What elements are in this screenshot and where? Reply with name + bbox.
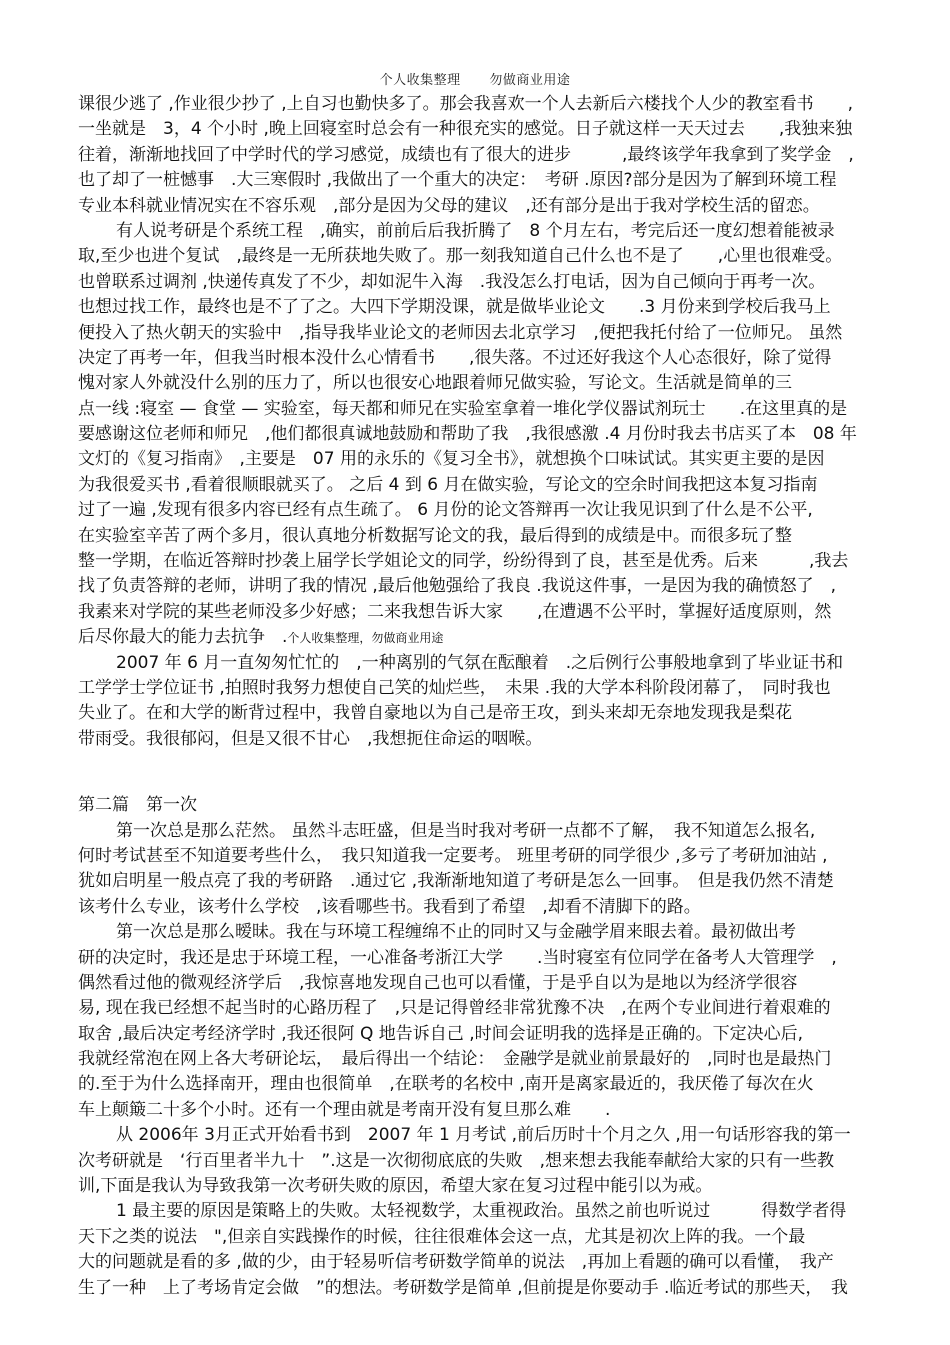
- text-line: 训,下面是我认为导致我第一次考研失败的原因，希望大家在复习过程中能引以为戒。: [78, 1176, 713, 1197]
- text-line: 也曾联系过调剂 ,快递传真发了不少，却如泥牛入海 .我没怎么打电话，因为自己倾向于再考一次。: [78, 271, 826, 292]
- text-line: 文灯的《复习指南》 ,主要是 07 用的永乐的《复习全书》，就想换个口味试试。其实更主要的是因: [78, 449, 825, 470]
- text-line: 便投入了热火朝天的实验中 ,指导我毕业论文的老师因去北京学习 ,便把我托付给了一位师兄。 虽然: [78, 322, 843, 343]
- text-line: 愧对家人外就没什么别的压力了，所以也很安心地跟着师兄做实验，写论文。生活就是简单的三: [78, 373, 792, 394]
- header-left-text: 个人收集整理: [379, 73, 461, 88]
- text-line: 大的问题就是看的多 ,做的少，由于轻易听信考研数学简单的说法 ,再加上看题的确可以看懂， 我产: [78, 1252, 834, 1273]
- text-line: 该考什么专业，该考什么学校 ,该看哪些书。我看到了希望 ,却看不清脚下的路。: [78, 896, 701, 917]
- text-line: 专业本科就业情况实在不容乐观 ,部分是因为父母的建议 ,还有部分是出于我对学校生活的留恋。: [78, 195, 820, 216]
- text-line: 1 最主要的原因是策略上的失败。太轻视数学，太重视政治。虽然之前也听说过 得数学者得: [116, 1201, 847, 1222]
- text-line: 第二篇 第一次: [78, 795, 197, 816]
- document-body: [78, 92, 884, 1301]
- text-line: 我就经常泡在网上各大考研论坛， 最后得出一个结论： 金融学是就业前景最好的 ,同时也是最热门: [78, 1049, 832, 1070]
- text-line: 要感谢这位老师和师兄 ,他们都很真诚地鼓励和帮助了我 ,我很感激 .4 月份时我去书店买了本 08 年: [78, 424, 857, 445]
- text-line: 取,至少也进个复试 ,最终是一无所获地失败了。那一刻我知道自己什么也不是了 ,心里也很难受。: [78, 246, 843, 267]
- text-line: 车上颠簸二十多个小时。还有一个理由就是考南开没有复旦那么难 .: [78, 1099, 611, 1120]
- text-line: 找了负责答辩的老师，讲明了我的情况 ,最后他勉强给了我良 .我说这件事，一是因为我的确愤怒了 ,: [78, 576, 837, 597]
- text-line: 生了一种 上了考场肯定会做 ”的想法。考研数学是简单 ,但前提是你要动手 .临近考试的那些天， 我: [78, 1277, 848, 1298]
- text-line: 工学学士学位证书 ,拍照时我努力想使自己笑的灿烂些， 未果 .我的大学本科阶段闭幕了， 同时我也: [78, 677, 831, 698]
- inline-watermark-note: 个人收集整理，勿做商业用途: [287, 631, 444, 646]
- text-line: 也了却了一桩憾事 .大三寒假时 ,我做出了一个重大的决定： 考研 .原因?部分是因为了解到环境工程: [78, 170, 837, 191]
- text-line: 从 2006年 3月正式开始看书到 2007 年 1 月考试 ,前后历时十个月之久 ,用一句话形容我的第一: [116, 1125, 851, 1146]
- text-line: 点一线 :寝室 — 食堂 — 实验室，每天都和师兄在实验室拿着一堆化学仪器试剂玩士 .在这里真的是: [78, 398, 848, 419]
- text-line: 的.至于为什么选择南开，理由也很简单 ,在联考的名校中 ,南开是离家最近的，我厌倦了每次在火: [78, 1074, 814, 1095]
- text-line: 一坐就是 3，4 个小时 ,晚上回寝室时总会有一种很充实的感觉。日子就这样一天天过去 ,我独来独: [78, 119, 853, 140]
- text-line: 带雨受。我很郁闷，但是又很不甘心 ,我想扼住命运的咽喉。: [78, 728, 543, 749]
- paragraph-gap: [78, 752, 884, 793]
- text-line: 何时考试甚至不知道要考些什么， 我只知道我一定要考。 班里考研的同学很少 ,多亏了考研加油站 ,: [78, 845, 828, 866]
- text-line: 天下之类的说法 ",但亲自实践操作的时候，往往很难体会这一点，尤其是初次上阵的我。一个最: [78, 1226, 806, 1247]
- page-header: [0, 69, 950, 88]
- text-line: 我素来对学院的某些老师没多少好感；二来我想告诉大家 ,在遭遇不公平时，掌握好适度原则，然: [78, 601, 832, 622]
- text-line: 为我很爱买书 ,看着很顺眼就买了。 之后 4 到 6 月在做实验，写论文的空余时间我把这本复习指南: [78, 474, 818, 495]
- text-line: 第一次总是那么暧昧。我在与环境工程缠绵不止的同时又与金融学眉来眼去着。最初做出考: [116, 922, 796, 943]
- text-line: 也想过找工作，最终也是不了了之。大四下学期没课，就是做毕业论文 .3 月份来到学校后我马上: [78, 297, 831, 318]
- text-line: 往着，渐渐地找回了中学时代的学习感觉，成绩也有了很大的进步 ,最终该学年我拿到了奖学金 ,: [78, 144, 854, 165]
- text-line: 2007 年 6 月一直匆匆忙忙的 ,一种离别的气氛在酝酿着 .之后例行公事般地拿到了毕业证书和: [116, 652, 844, 673]
- text-line: 整一学期，在临近答辩时抄袭上届学长学姐论文的同学，纷纷得到了良，甚至是优秀。后来 ,我去: [78, 551, 849, 572]
- text-line: 次考研就是 ‘行百里者半九十 ”.这是一次彻彻底底的失败 ,想来想去我能奉献给大家的只有一些教: [78, 1150, 835, 1171]
- text-line: 偶然看过他的微观经济学后 ,我惊喜地发现自己也可以看懂，于是乎自以为是地以为经济学很容: [78, 972, 798, 993]
- text-line: 课很少逃了 ,作业很少抄了 ,上自习也勤快多了。那会我喜欢一个人去新后六楼找个人少的教室看书 ,: [78, 94, 854, 114]
- text-line: 有人说考研是个系统工程 ,确实，前前后后我折腾了 8 个月左右，考完后还一度幻想着能被录: [116, 220, 835, 241]
- text-line: 易, 现在我已经想不起当时的心路历程了 ,只是记得曾经非常犹豫不决 ,在两个专业间进行着艰难的: [78, 998, 831, 1019]
- text-line: 取舍 ,最后决定考经济学时 ,我还很阿 Q 地告诉自己 ,时间会证明我的选择是正确的。下定决心后,: [78, 1023, 804, 1044]
- text-line: 第一次总是那么茫然。 虽然斗志旺盛，但是当时我对考研一点都不了解， 我不知道怎么报名,: [116, 820, 816, 841]
- text-line: 在实验室辛苦了两个多月，很认真地分析数据写论文的我，最后得到的成绩是中。而很多玩了整: [78, 525, 792, 546]
- text-line: 失业了。在和大学的断背过程中，我曾自豪地以为自己是帝王攻，到头来却无奈地发现我是梨花: [78, 703, 792, 724]
- text-line: 后尽你最大的能力去抗争 .个人收集整理，勿做商业用途: [78, 627, 444, 648]
- text-line: 研的决定时，我还是忠于环境工程，一心准备考浙江大学 .当时寝室有位同学在备考人大管理学 ,: [78, 947, 837, 968]
- text-line: 过了一遍 ,发现有很多内容已经有点生疏了。 6 月份的论文答辩再一次让我见识到了什么是不公平,: [78, 500, 813, 521]
- text-line: 犹如启明星一般点亮了我的考研路 .通过它 ,我渐渐地知道了考研是怎么一回事。 但是我仍然不清楚: [78, 871, 834, 892]
- text-line: 决定了再考一年，但我当时根本没什么心情看书 ,很失落。不过还好我这个人心态很好，除了觉得: [78, 347, 832, 368]
- header-right-text: 勿做商业用途: [489, 73, 571, 88]
